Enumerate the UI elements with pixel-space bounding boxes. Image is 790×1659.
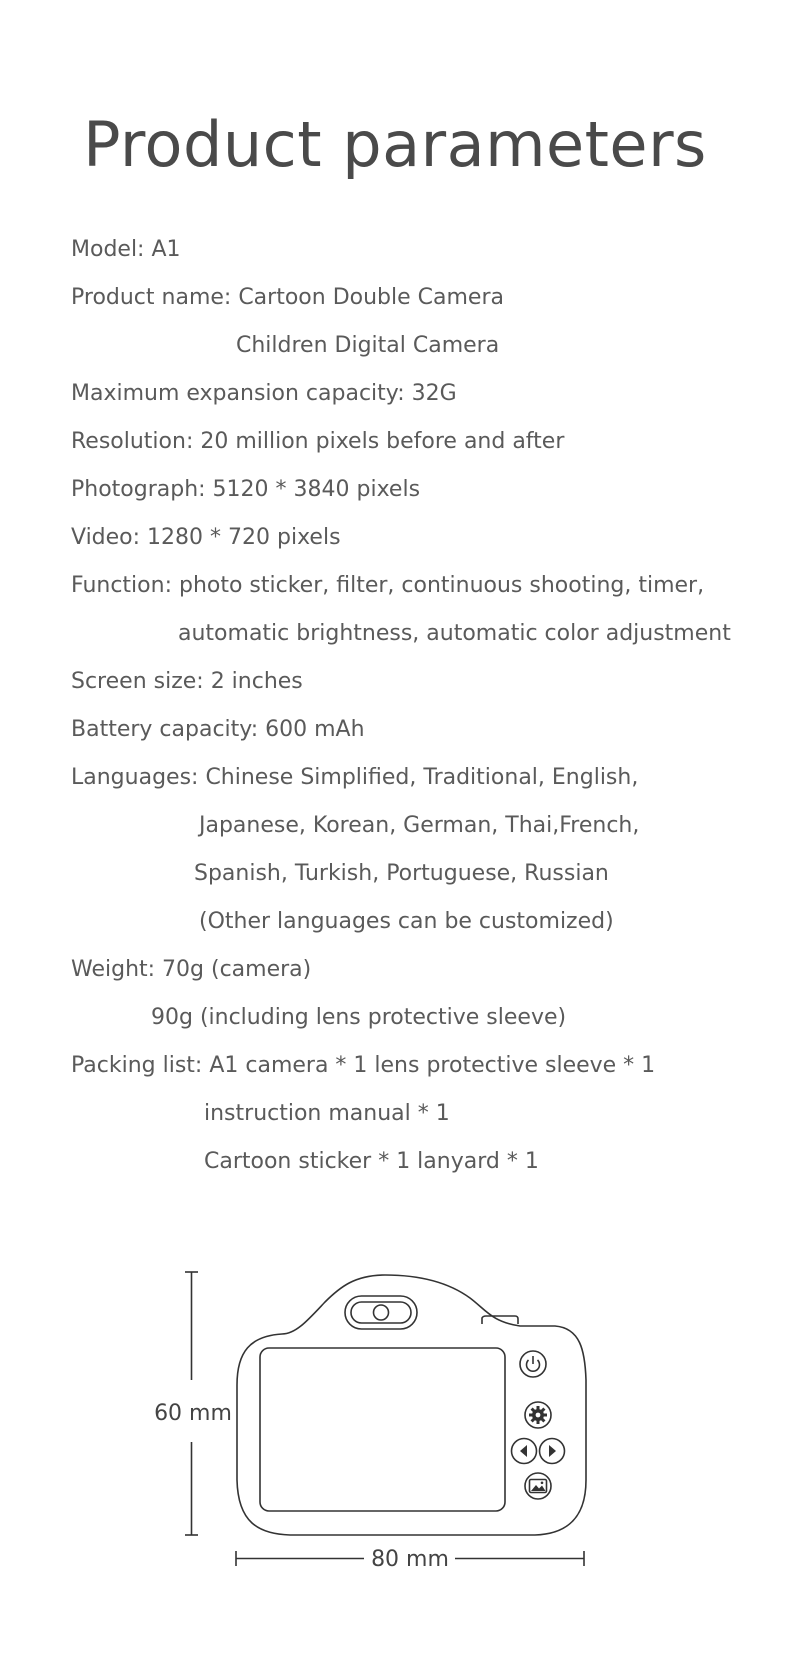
spec-languages: Languages: Chinese Simplified, Traditional, English, bbox=[71, 765, 639, 790]
spec-packing-cont-2: Cartoon sticker * 1 lanyard * 1 bbox=[204, 1149, 539, 1174]
spec-resolution: Resolution: 20 million pixels before and after bbox=[71, 429, 565, 454]
spec-product-name: Product name: Cartoon Double Camera bbox=[71, 285, 504, 310]
spec-product-name-cont: Children Digital Camera bbox=[236, 333, 500, 358]
camera-dimension-diagram bbox=[0, 1260, 790, 1600]
height-label: 60 mm bbox=[154, 1401, 232, 1426]
right-arrow-icon bbox=[540, 1439, 565, 1464]
spec-weight-cont: 90g (including lens protective sleeve) bbox=[151, 1005, 567, 1030]
width-label: 80 mm bbox=[371, 1547, 449, 1572]
spec-max-capacity: Maximum expansion capacity: 32G bbox=[71, 381, 457, 406]
spec-list bbox=[71, 226, 771, 1186]
spec-function: Function: photo sticker, filter, continuous shooting, timer, bbox=[71, 573, 705, 598]
spec-languages-cont-1: Japanese, Korean, German, Thai,French, bbox=[199, 813, 640, 838]
spec-video: Video: 1280 * 720 pixels bbox=[71, 525, 341, 550]
page-title: Product parameters bbox=[83, 108, 707, 181]
spec-function-cont: automatic brightness, automatic color adjustment bbox=[178, 621, 731, 646]
camera-drawing bbox=[0, 1260, 790, 1600]
screen-area bbox=[260, 1348, 505, 1511]
spec-packing-cont-1: instruction manual * 1 bbox=[204, 1101, 450, 1126]
lens bbox=[345, 1296, 417, 1329]
spec-screen-size: Screen size: 2 inches bbox=[71, 669, 303, 694]
spec-weight: Weight: 70g (camera) bbox=[71, 957, 312, 982]
gear-icon bbox=[525, 1402, 551, 1428]
spec-languages-cont-3: (Other languages can be customized) bbox=[199, 909, 614, 934]
gallery-icon bbox=[525, 1473, 551, 1499]
power-icon bbox=[520, 1351, 546, 1377]
spec-packing: Packing list: A1 camera * 1 lens protective sleeve * 1 bbox=[71, 1053, 656, 1078]
left-arrow-icon bbox=[512, 1439, 537, 1464]
spec-languages-cont-2: Spanish, Turkish, Portuguese, Russian bbox=[194, 861, 609, 886]
spec-photograph: Photograph: 5120 * 3840 pixels bbox=[71, 477, 421, 502]
spec-battery: Battery capacity: 600 mAh bbox=[71, 717, 365, 742]
spec-model: Model: A1 bbox=[71, 237, 181, 262]
